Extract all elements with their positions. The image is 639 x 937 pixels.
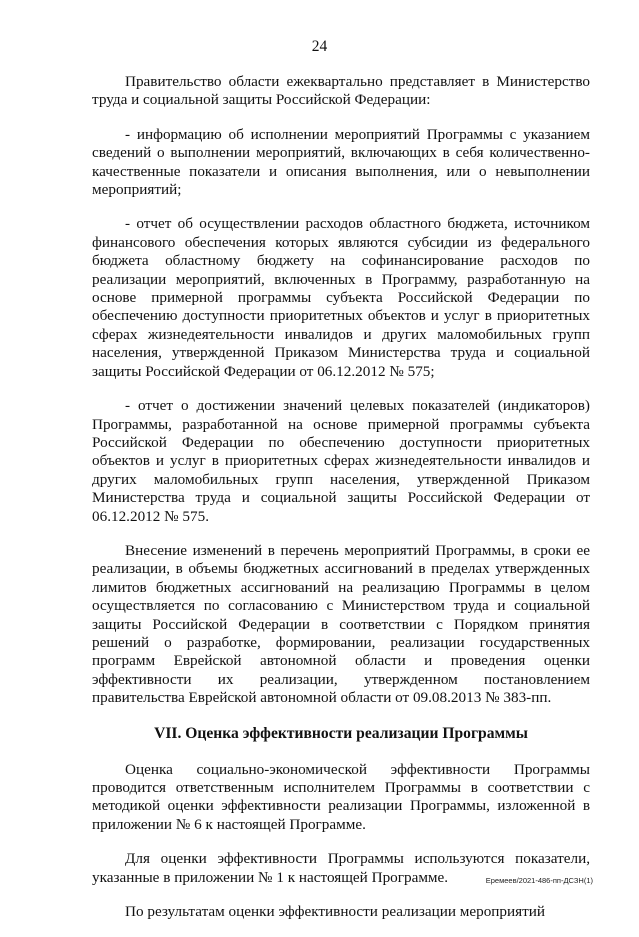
paragraph-reporting-intro: Правительство области ежеквартально представляет в Министерство труда и социальной защиты Российской Федерации: [92, 73, 590, 109]
page-number: 24 [311, 38, 328, 55]
paragraph-target-indicators-report: - отчет о достижении значений целевых показателей (индикаторов) Программы, разработанной на основе примерной программы субъекта Российской Федерации по обеспечению доступности приоритетных объектов и услуг в приоритетных сферах жизнедеятельности инвалидов и других маломобильных групп населения, утвержденной Приказом Министерства труда и социальной защиты Российской Федерации от 06.12.2012 № 575. [92, 397, 590, 525]
paragraph-effectiveness-assessment: Оценка социально-экономической эффективности Программы проводится ответственным исполнителем Программы в соответствии с методикой оценки эффективности реализации Программы, изложенной в приложении № 6 к настоящей Программе. [92, 760, 590, 833]
paragraph-info-on-execution: - информацию об исполнении мероприятий Программы с указанием сведений о выполнении мероприятий, включающих в себя количественно-качественные показатели и описания выполнения, или о невыполнении мероприятий; [92, 125, 590, 199]
footer-document-code: Еремеев/2021-486-пп-ДСЗН(1) [485, 876, 593, 885]
document-body [92, 73, 590, 937]
paragraph-indicators-used: Для оценки эффективности Программы используются показатели, указанные в приложении № 1 к настоящей Программе. [92, 850, 590, 886]
paragraph-program-changes: Внесение изменений в перечень мероприятий Программы, в сроки ее реализации, в объемы бюджетных ассигнований в пределах утвержденных лимитов бюджетных ассигнований на реализацию Программы в целом осуществляется по согласованию с Министерством труда и социальной защиты Российской Федерации в соответствии с Порядком принятия решений о разработке, формировании, реализации государственных программ Еврейской автономной области и проведения оценки эффективности их реализации, утвержденном постановлением правительства Еврейской автономной области от 09.08.2013 № 383-пп. [92, 541, 590, 707]
paragraph-expenditure-report: - отчет об осуществлении расходов областного бюджета, источником финансового обеспечения которых являются субсидии из федерального бюджета областному бюджету на софинансирование расходов по реализации мероприятий, включенных в Программу, разработанную на основе примерной программы субъекта Российской Федерации по обеспечению доступности приоритетных объектов и услуг в приоритетных сферах жизнедеятельности инвалидов и других маломобильных групп населения, утвержденной Приказом Министерства труда и социальной защиты Российской Федерации от 06.12.2012 № 575; [92, 215, 590, 380]
section-heading: VII. Оценка эффективности реализации Программы [154, 724, 528, 742]
paragraph-assessment-results: По результатам оценки эффективности реализации мероприятий [125, 903, 546, 921]
